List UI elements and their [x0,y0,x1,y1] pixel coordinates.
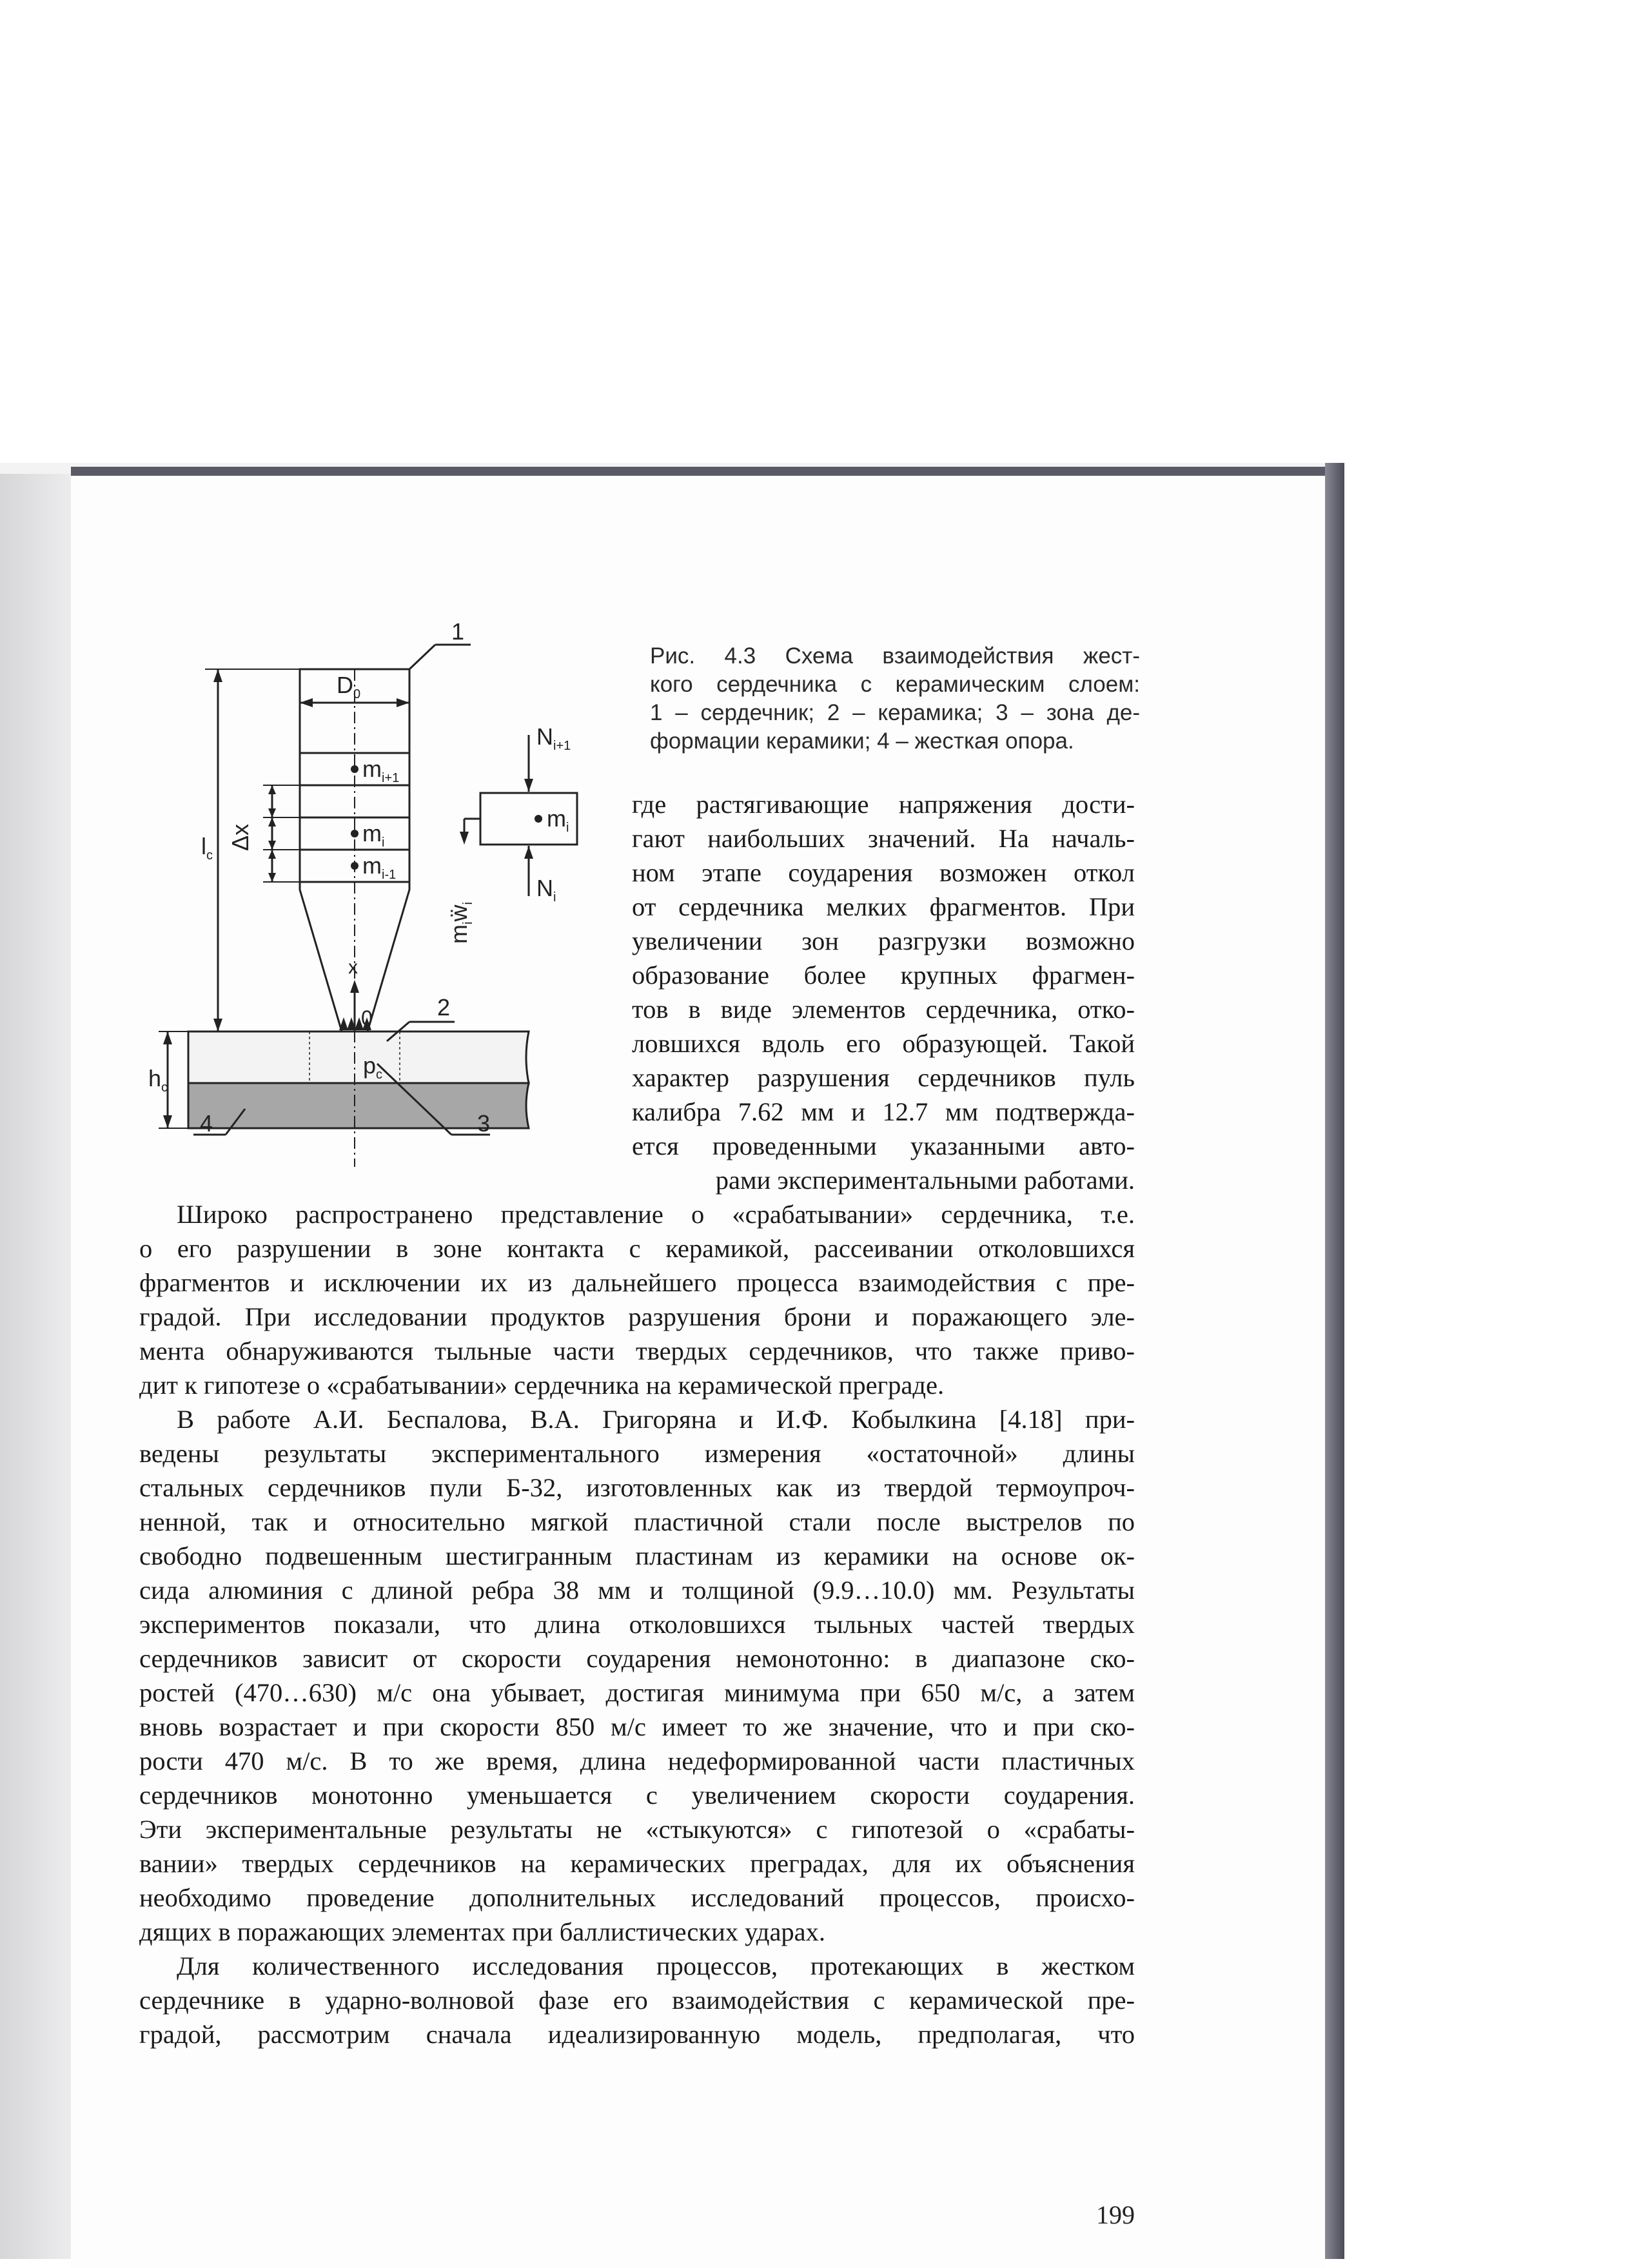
label-dx: Δx [227,823,253,851]
text-line: вании» твердых сердечников на керамических преградах, для их объяснения [139,1849,1135,1878]
label-x: x [348,957,358,978]
text-line: ется проведенными указанными авто- [632,1131,1135,1160]
text-line: вновь возрастает и при скорости 850 м/с имеет то же значение, что и при ско- [139,1712,1135,1741]
text-line: экспериментов показали, что длина отколовшихся тыльных частей твердых [139,1610,1135,1639]
text-line: свободно подвешенным шестигранным пластинам из керамики на основе ок- [139,1541,1135,1570]
text-line: ловшихся вдоль его образующей. Такой [632,1029,1135,1058]
label-n-top: $N_{i+1}$ [536,723,571,753]
text-line: сердечников зависит от скорости соударения немонотонно: в диапазоне ско- [139,1644,1135,1673]
label-2: 2 [437,994,451,1021]
mass-point-upper [351,765,358,773]
text-line: образование более крупных фрагмен- [632,961,1135,990]
book-spine-edge [1325,463,1344,2259]
label-n-bottom: $N_i$ [536,875,556,904]
leader-1 [409,645,435,669]
label-inertia: $m_iẅ_i$ [446,902,475,944]
label-pc: $p_c$ [363,1052,383,1082]
text-line: дит к гипотезе о «срабатывании» сердечника на керамической преграде. [139,1371,945,1400]
text-line: Эти экспериментальные результаты не «стыкуются» с гипотезой о «срабаты- [139,1815,1135,1844]
ceramic-layer [188,1031,529,1083]
label-d0: $D_0$ [337,672,361,701]
text-line: увеличении зон разгрузки возможно [632,926,1135,955]
label-4: 4 [200,1110,213,1137]
text-line: гают наибольших значений. На началь- [632,824,1135,853]
text-line: градой. При исследовании продуктов разрушения брони и поражающего эле- [139,1302,1135,1331]
text-line: о его разрушении в зоне контакта с керамикой, рассеивании отколовшихся [139,1234,1135,1263]
text-line: ростей (470…630) м/с она убывает, достигая минимума при 650 м/с, а затем [139,1678,1135,1707]
page-number: 199 [1096,2200,1135,2229]
text-line: характер разрушения сердечников пуль [632,1063,1135,1092]
mass-point-middle [351,830,358,837]
text-line: ненной, так и относительно мягкой пластичной стали после выстрелов по [139,1507,1135,1536]
label-m-lower: $m_{i-1}$ [362,852,397,882]
text-line: ведены результаты экспериментального измерения «остаточной» длины [139,1439,1135,1468]
text-line: калибра 7.62 мм и 12.7 мм подтвержда- [632,1097,1135,1126]
text-line: тов в виде элементов сердечника, отко- [632,995,1135,1024]
text-line: от сердечника мелких фрагментов. При [632,892,1135,921]
text-line: сида алюминия с длиной ребра 38 мм и толщиной (9.9…10.0) мм. Результаты [139,1576,1135,1605]
label-1: 1 [451,619,465,645]
caption-line: 1 – сердечник; 2 – керамика; 3 – зона де- [650,700,1140,725]
text-line: где растягивающие напряжения дости- [632,790,1135,819]
label-m-middle: $m_i$ [362,820,385,850]
label-m-upper: $m_{i+1}$ [362,756,400,785]
text-line: ном этапе соударения возможен откол [632,858,1135,887]
text-line: градой, рассмотрим сначала идеализированную модель, предполагая, что [139,2020,1135,2049]
text-line: сердечнике в ударно-волновой фазе его взаимодействия с керамической пре- [139,1986,1135,2015]
text-line: необходимо проведение дополнительных исследований процессов, происхо- [139,1883,1135,1912]
text-line: рами экспериментальными работами. [715,1166,1135,1195]
text-line: стальных сердечников пули Б-32, изготовленных как из твердой термоупроч- [139,1473,1135,1502]
text-line: мента обнаруживаются тыльные части твердых сердечников, что также приво- [139,1336,1135,1365]
mass-point-lower [351,862,358,870]
text-line: Широко распространено представление о «срабатывании» сердечника, т.е. [177,1200,1135,1229]
label-3: 3 [477,1110,491,1137]
caption-line: формации керамики; 4 – жесткая опора. [650,728,1074,754]
label-lc: $l_c$ [201,833,213,863]
figure-caption [650,642,1140,756]
text-line: В работе А.И. Беспалова, В.А. Григоряна и И.Ф. Кобылкина [4.18] при- [177,1405,1135,1434]
core-interaction-diagram [129,619,613,1199]
text-line: Для количественного исследования процессов, протекающих в жестком [177,1951,1135,1980]
text-line: фрагментов и исключении их из дальнейшего процесса взаимодействия с пре- [139,1268,1135,1297]
text-line: дящих в поражающих элементах при баллистических ударах. [139,1917,826,1946]
label-box-mass: $m_i$ [547,805,569,835]
caption-line: кого сердечника с керамическим слоем: [650,672,1140,697]
label-origin: 0 [361,1006,373,1030]
text-line: сердечников монотонно уменьшается с увеличением скорости соударения. [139,1781,1135,1810]
label-hc: $h_c$ [148,1065,168,1095]
mass-point-box [535,815,542,823]
text-line: рости 470 м/с. В то же время, длина недеформированной части пластичных [139,1746,1135,1775]
caption-line: Рис. 4.3 Схема взаимодействия жест- [650,643,1140,669]
